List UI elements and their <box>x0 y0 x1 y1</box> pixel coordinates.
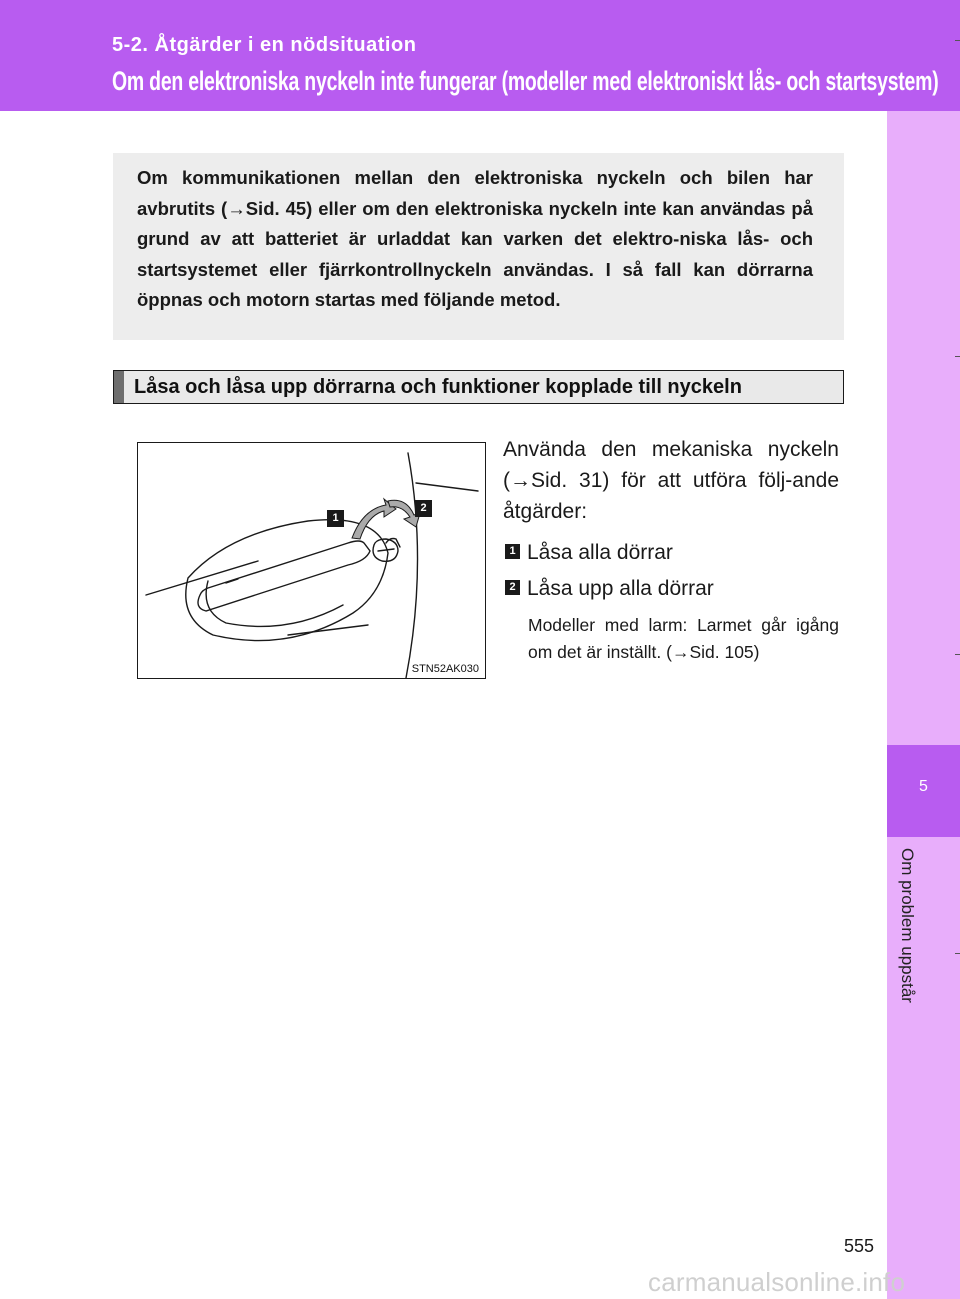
intro-text: Om kommunikationen mellan den elektroniska nyckeln och bilen har avbrutits (→Sid. 45) eller om den elektroniska nyckeln inte kan användas på grund av att batteriet är urladdat kan varken det elektro-niska lås- och startsystemet eller fjärrkontrollnyckeln användas. I så fall kan dörrarna öppnas och motorn startas med följande metod. <box>137 167 813 310</box>
crop-mark <box>955 953 960 954</box>
subheading-marker <box>114 371 124 403</box>
door-crease-line <box>416 483 478 491</box>
door-handle-drawing <box>138 443 485 678</box>
section-label: 5-2. Åtgärder i en nödsituation <box>112 34 417 56</box>
chapter-side-tab <box>887 111 960 1299</box>
key-slot <box>378 549 394 551</box>
door-edge-line <box>406 453 418 678</box>
item-label: Låsa upp alla dörrar <box>527 577 714 600</box>
page-title: Om den elektroniska nyckeln inte fungerar (modeller med elektroniskt lås- och startsystem) <box>112 66 939 96</box>
alarm-note: Modeller med larm: Larmet går igång om det är inställt. (→Sid. 105) <box>528 615 839 662</box>
item-label: Låsa alla dörrar <box>527 541 673 564</box>
key-head <box>386 539 400 548</box>
door-handle-illustration <box>137 442 486 679</box>
callout-2: 2 <box>415 500 432 517</box>
page-number: 555 <box>843 1236 874 1256</box>
crop-mark <box>955 654 960 655</box>
list-item-unlock <box>505 577 714 601</box>
subheading: Låsa och låsa upp dörrarna och funktioner kopplade till nyckeln <box>134 376 742 398</box>
door-handle <box>198 541 370 611</box>
chapter-number: 5 <box>919 778 928 795</box>
item-number-badge: 2 <box>505 580 520 595</box>
figure-code: STN52AK030 <box>411 663 479 675</box>
watermark: carmanualsonline.info <box>648 1267 906 1297</box>
crop-mark <box>955 356 960 357</box>
callout-1: 1 <box>327 510 344 527</box>
list-item-lock <box>505 541 673 565</box>
crop-mark <box>955 40 960 41</box>
item-number-badge: 1 <box>505 544 520 559</box>
subheading-box <box>113 370 844 404</box>
chapter-title: Om problem uppstår <box>898 848 917 1003</box>
instruction-text: Använda den mekaniska nyckeln (→Sid. 31) för att utföra följ-ande åtgärder: <box>503 438 839 523</box>
